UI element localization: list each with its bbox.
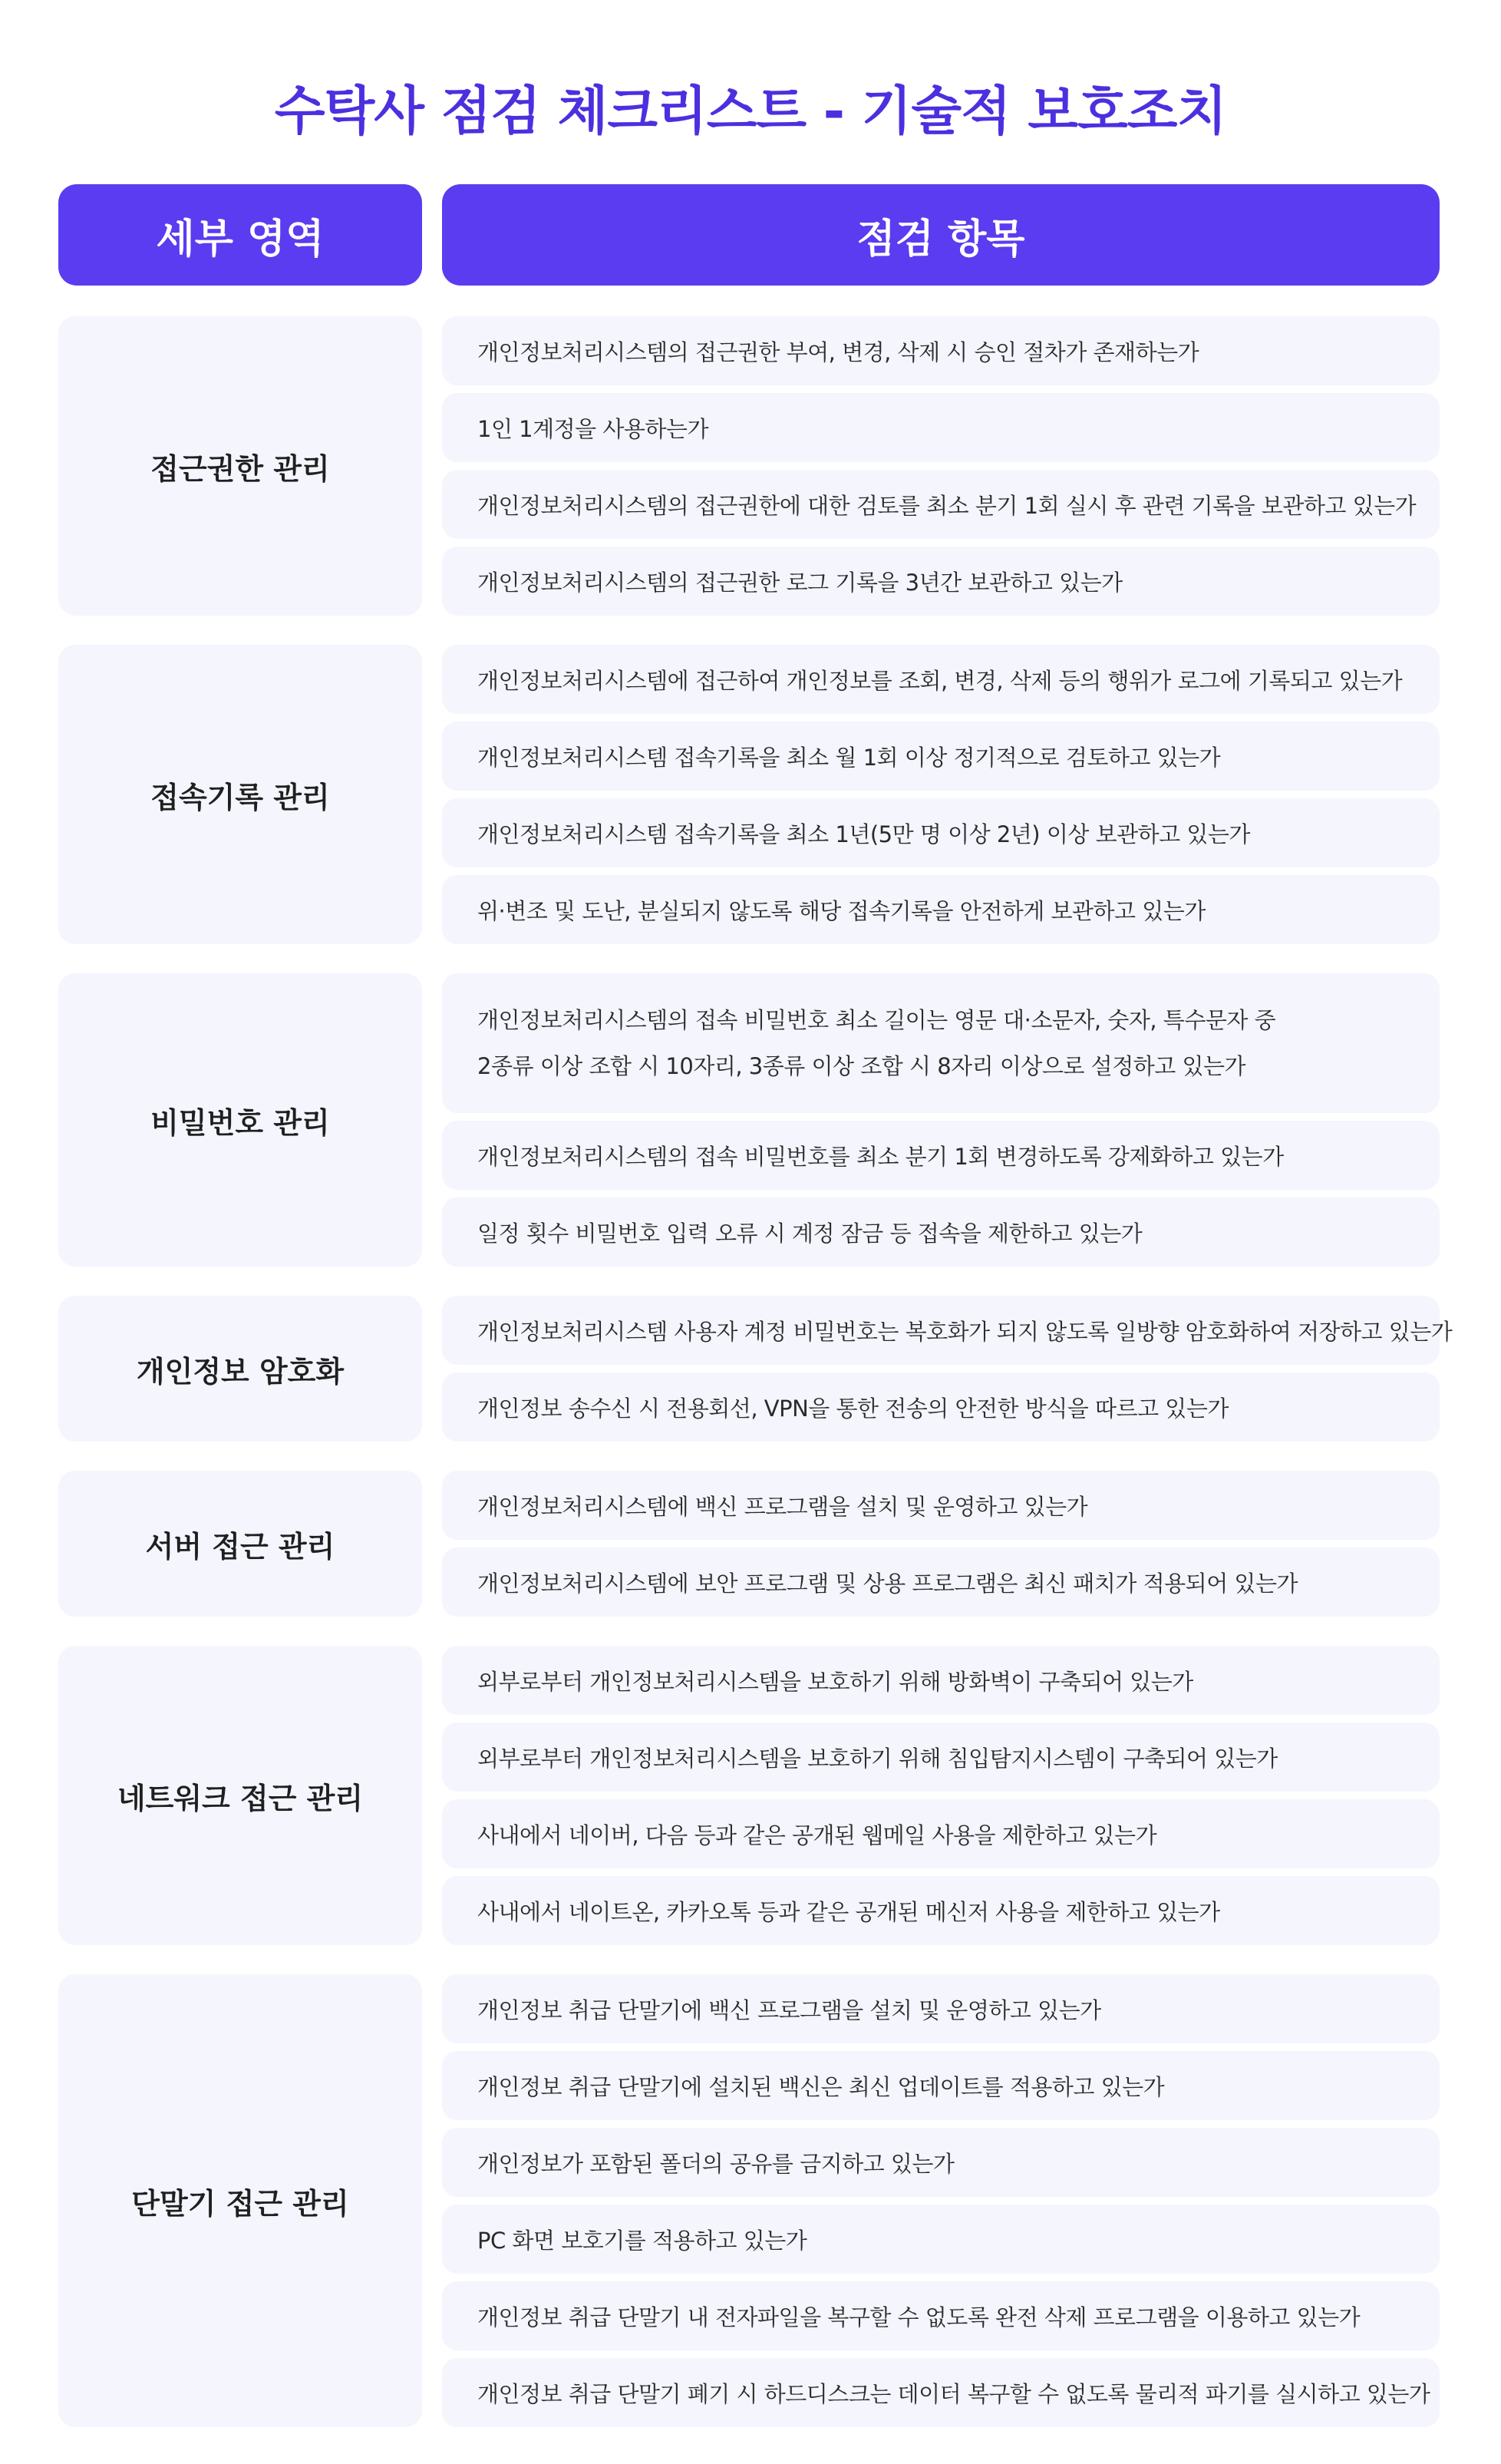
section-label-access-logs: 접속기록 관리 xyxy=(58,645,422,944)
checklist-item: PC 화면 보호기를 적용하고 있는가 xyxy=(442,2205,1440,2274)
page-title: 수탁사 점검 체크리스트 - 기술적 보호조치 xyxy=(274,81,1227,142)
checklist-item: 개인정보처리시스템에 보안 프로그램 및 상용 프로그램은 최신 패치가 적용되어 있는가 xyxy=(442,1547,1440,1617)
checklist-item: 개인정보 송수신 시 전용회선, VPN을 통한 전송의 안전한 방식을 따르고 있는가 xyxy=(442,1372,1440,1442)
column-header-area: 세부 영역 xyxy=(58,184,422,286)
checklist-item: 개인정보처리시스템의 접근권한에 대한 검토를 최소 분기 1회 실시 후 관련 기록을 보관하고 있는가 xyxy=(442,470,1440,539)
checklist-item: 개인정보처리시스템에 백신 프로그램을 설치 및 운영하고 있는가 xyxy=(442,1471,1440,1540)
checklist-item: 개인정보처리시스템의 접속 비밀번호를 최소 분기 1회 변경하도록 강제화하고 있는가 xyxy=(442,1121,1440,1190)
checklist-item: 개인정보처리시스템 접속기록을 최소 1년(5만 명 이상 2년) 이상 보관하고 있는가 xyxy=(442,798,1440,867)
checklist-item: 1인 1계정을 사용하는가 xyxy=(442,393,1440,462)
checklist-item: 외부로부터 개인정보처리시스템을 보호하기 위해 침입탐지시스템이 구축되어 있는가 xyxy=(442,1722,1440,1792)
checklist-item: 외부로부터 개인정보처리시스템을 보호하기 위해 방화벽이 구축되어 있는가 xyxy=(442,1646,1440,1715)
checklist-item: 개인정보 취급 단말기 내 전자파일을 복구할 수 없도록 완전 삭제 프로그램을 이용하고 있는가 xyxy=(442,2281,1440,2350)
checklist-item: 개인정보처리시스템의 접근권한 부여, 변경, 삭제 시 승인 절차가 존재하는가 xyxy=(442,316,1440,385)
checklist-item: 개인정보 취급 단말기 폐기 시 하드디스크는 데이터 복구할 수 없도록 물리적 파기를 실시하고 있는가 xyxy=(442,2358,1440,2427)
checklist-item: 사내에서 네이버, 다음 등과 같은 공개된 웹메일 사용을 제한하고 있는가 xyxy=(442,1799,1440,1868)
checklist-item: 개인정보처리시스템의 접속 비밀번호 최소 길이는 영문 대·소문자, 숫자, 특수문자 중 2종류 이상 조합 시 10자리, 3종류 이상 조합 시 8자리 이상으로 설정하고 있는가 xyxy=(442,973,1440,1113)
checklist-item: 개인정보 취급 단말기에 설치된 백신은 최신 업데이트를 적용하고 있는가 xyxy=(442,2051,1440,2120)
column-header-items: 점검 항목 xyxy=(442,184,1440,286)
checklist-item: 일정 횟수 비밀번호 입력 오류 시 계정 잠금 등 접속을 제한하고 있는가 xyxy=(442,1197,1440,1267)
checklist-item: 개인정보처리시스템 사용자 계정 비밀번호는 복호화가 되지 않도록 일방향 암호화하여 저장하고 있는가 xyxy=(442,1296,1440,1365)
checklist-item: 위·변조 및 도난, 분실되지 않도록 해당 접속기록을 안전하게 보관하고 있는가 xyxy=(442,875,1440,944)
section-label-server-access: 서버 접근 관리 xyxy=(58,1471,422,1617)
section-label-terminal-access: 단말기 접근 관리 xyxy=(58,1974,422,2427)
checklist-item: 개인정보처리시스템에 접근하여 개인정보를 조회, 변경, 삭제 등의 행위가 로그에 기록되고 있는가 xyxy=(442,645,1440,714)
section-label-encryption: 개인정보 암호화 xyxy=(58,1296,422,1442)
section-label-password: 비밀번호 관리 xyxy=(58,973,422,1267)
checklist-item: 개인정보가 포함된 폴더의 공유를 금지하고 있는가 xyxy=(442,2128,1440,2197)
checklist-item: 사내에서 네이트온, 카카오톡 등과 같은 공개된 메신저 사용을 제한하고 있는가 xyxy=(442,1876,1440,1945)
checklist-item: 개인정보 취급 단말기에 백신 프로그램을 설치 및 운영하고 있는가 xyxy=(442,1974,1440,2043)
section-label-access-rights: 접근권한 관리 xyxy=(58,316,422,616)
checklist-item: 개인정보처리시스템의 접근권한 로그 기록을 3년간 보관하고 있는가 xyxy=(442,547,1440,616)
section-label-network-access: 네트워크 접근 관리 xyxy=(58,1646,422,1945)
checklist-item: 개인정보처리시스템 접속기록을 최소 월 1회 이상 정기적으로 검토하고 있는가 xyxy=(442,722,1440,791)
